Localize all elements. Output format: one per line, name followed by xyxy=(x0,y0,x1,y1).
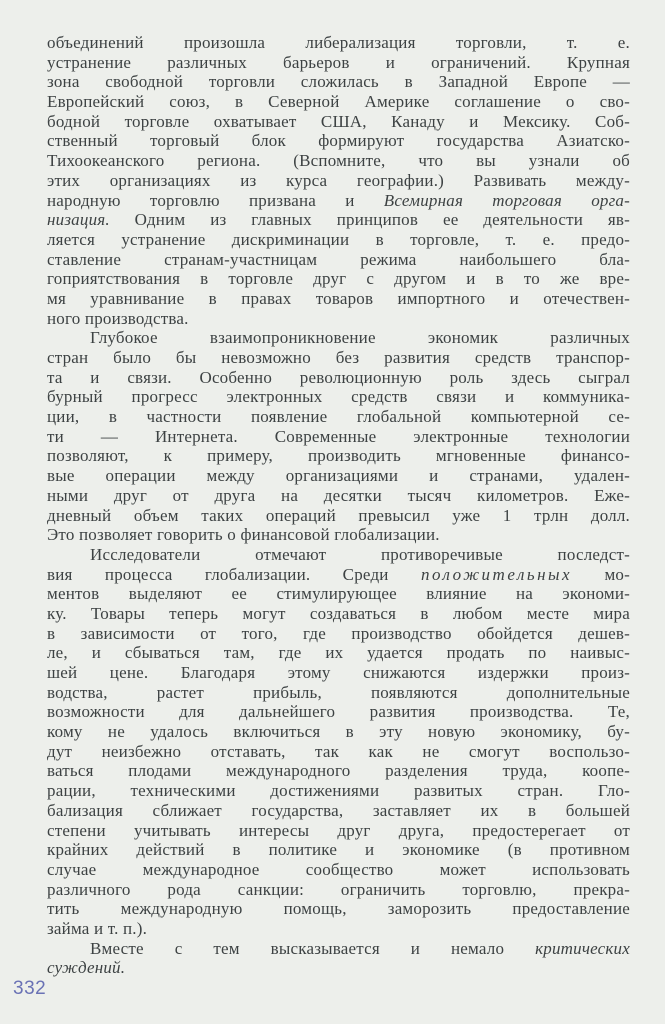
text-line xyxy=(47,663,630,683)
text-line xyxy=(47,761,630,781)
text-line xyxy=(47,171,630,191)
text-run: в зависимости от того, где производство обойдется дешев- xyxy=(47,623,630,643)
text-line xyxy=(47,407,630,427)
text-line xyxy=(47,33,630,53)
text-run: Это позволяет говорить о финансовой глобализации. xyxy=(47,525,440,545)
paragraph xyxy=(47,33,630,328)
text-run: критических xyxy=(535,938,630,958)
text-line xyxy=(47,506,630,526)
text-run: низация. xyxy=(47,210,110,230)
text-line xyxy=(47,446,630,466)
text-line xyxy=(47,269,630,289)
text-run: позволяют, к примеру, производить мгновенные финансо- xyxy=(47,446,630,466)
text-run: мя уравнивание в правах товаров импортного и отечествен- xyxy=(47,288,630,308)
text-line xyxy=(47,348,630,368)
paragraph xyxy=(47,545,630,939)
text-run: возможности для дальнейшего развития производства. Те, xyxy=(47,702,630,722)
text-run: шей цене. Благодаря этому снижаются издержки произ- xyxy=(47,663,630,682)
text-line xyxy=(47,191,630,211)
text-line xyxy=(47,584,630,604)
text-run: рации, техническими достижениями развитых стран. Гло- xyxy=(47,781,630,801)
text-run: ного производства. xyxy=(47,308,189,328)
text-run: ции, в частности появление глобальной компьютерной се- xyxy=(47,407,630,427)
text-line xyxy=(47,781,630,801)
text-line xyxy=(47,840,630,860)
text-run: бурный прогресс электронных средств связи и коммуника- xyxy=(47,387,630,407)
text-run: дневный объем таких операций превысил уже 1 трлн долл. xyxy=(47,505,630,525)
text-line xyxy=(47,801,630,821)
text-run: ментов выделяют ее стимулирующее влияние на экономи- xyxy=(47,584,630,604)
text-run: этих организациях из курса географии.) Развивать между- xyxy=(47,170,630,190)
text-line xyxy=(47,643,630,663)
text-run: степени учитывать интересы друг друга, предостерегает от xyxy=(47,820,630,840)
text-run: вия процесса глобализации. Среди xyxy=(47,564,421,584)
text-line xyxy=(47,486,630,506)
text-run: кому не удалось включиться в эту новую экономику, бу- xyxy=(47,722,630,742)
text-line xyxy=(47,860,630,880)
text-line xyxy=(47,624,630,644)
text-run: объединений произошла либерализация торговли, т. е. xyxy=(47,33,630,52)
paragraph xyxy=(47,939,630,978)
text-line xyxy=(47,919,630,939)
text-run: ваться плодами международного разделения труда, коопе- xyxy=(47,761,630,781)
text-run: устранение различных барьеров и ограничений. Крупная xyxy=(47,52,630,72)
text-run: народную торговлю призвана и xyxy=(47,190,384,210)
text-line xyxy=(47,939,630,959)
text-run: дут неизбежно отставать, так как не смогут воспользо- xyxy=(47,741,630,761)
text-line xyxy=(47,466,630,486)
text-run: положительных xyxy=(420,564,573,584)
text-line xyxy=(47,880,630,900)
text-line xyxy=(47,821,630,841)
text-run: зона свободной торговли сложилась в Западной Европе — xyxy=(47,72,630,92)
text-run: Глубокое взаимопроникновение экономик различных xyxy=(90,328,630,348)
text-run: та и связи. Особенно революционную роль здесь сыграл xyxy=(47,367,630,387)
text-run: крайних действий в политике и экономике (в противном xyxy=(47,840,630,860)
text-run: ле, и сбываться там, где их удается продать по наивыс- xyxy=(47,643,630,663)
text-line xyxy=(47,210,630,230)
text-line xyxy=(47,289,630,309)
text-line xyxy=(47,230,630,250)
text-line xyxy=(47,250,630,270)
body-text xyxy=(47,33,630,978)
text-line xyxy=(47,525,630,545)
text-run: вые операции между организациями и странами, удален- xyxy=(47,466,630,486)
text-run: стран было бы невозможно без развития средств транспор- xyxy=(47,348,630,367)
text-run: Тихоокеанского региона. (Вспомните, что вы узнали об xyxy=(47,151,630,171)
text-line xyxy=(47,53,630,73)
text-line xyxy=(47,387,630,407)
text-line xyxy=(47,722,630,742)
text-run: Европейский союз, в Северной Америке соглашение о сво- xyxy=(47,92,630,112)
text-line xyxy=(47,545,630,565)
text-line xyxy=(47,309,630,329)
text-line xyxy=(47,72,630,92)
text-line xyxy=(47,92,630,112)
text-run: ляется устранение дискриминации в торговле, т. е. предо- xyxy=(47,229,630,249)
text-run: водства, растет прибыль, появляются дополнительные xyxy=(47,682,630,702)
page-number: 332 xyxy=(13,978,47,999)
text-run: ставление странам-участницам режима наибольшего бла- xyxy=(47,249,630,269)
text-line xyxy=(47,151,630,171)
text-line xyxy=(47,604,630,624)
text-run: займа и т. п.). xyxy=(47,918,148,938)
text-line xyxy=(47,683,630,703)
text-run: ственный торговый блок формируют государства Азиатско- xyxy=(47,131,630,151)
text-line xyxy=(47,899,630,919)
text-line xyxy=(47,427,630,447)
text-run: мо- xyxy=(572,564,630,584)
text-run: ти — Интернета. Современные электронные технологии xyxy=(47,426,630,446)
text-line xyxy=(47,958,630,978)
text-line xyxy=(47,328,630,348)
text-run: бодной торговле охватывает США, Канаду и Мексику. Соб- xyxy=(47,111,630,131)
text-run: тить международную помощь, заморозить предоставление xyxy=(47,899,630,919)
text-run: ку. Товары теперь могут создаваться в любом месте мира xyxy=(47,603,630,623)
text-run: Одним из главных принципов ее деятельности яв- xyxy=(109,210,630,230)
text-line xyxy=(47,702,630,722)
text-run: ными друг от друга на десятки тысяч километров. Еже- xyxy=(47,485,630,505)
text-run: случае международное сообщество может использовать xyxy=(47,859,630,879)
text-run: суждений. xyxy=(47,958,126,978)
text-run: Всемирная торговая орга- xyxy=(383,190,630,210)
text-run: Исследователи отмечают противоречивые последст- xyxy=(90,544,630,564)
text-line xyxy=(47,368,630,388)
text-line xyxy=(47,112,630,132)
text-run: бализация сближает государства, заставляет их в большей xyxy=(47,800,630,820)
paragraph xyxy=(47,328,630,545)
text-line xyxy=(47,565,630,585)
text-run: гоприятствования в торговле друг с другом и в то же вре- xyxy=(47,269,630,289)
text-run: различного рода санкции: ограничить торговлю, прекра- xyxy=(47,879,630,899)
text-line xyxy=(47,131,630,151)
text-line xyxy=(47,742,630,762)
text-run: Вместе с тем высказывается и немало xyxy=(90,938,536,958)
